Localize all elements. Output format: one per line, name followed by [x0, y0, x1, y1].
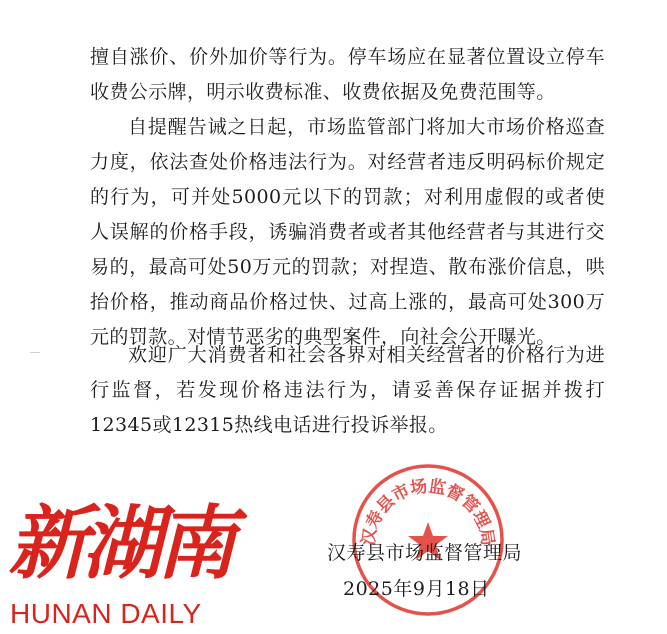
paragraph-2: 自提醒告诫之日起，市场监管部门将加大市场价格巡查力度，依法查处价格违法行为。对经营者违反明码标价规定的行为，可并处5000元以下的罚款；对利用虚假的或者使人误解的价格手段，诱骗消费者或者其他经营者与其进行交易的，最高可处50万元的罚款；对捏造、散布涨价信息，哄抬价格，推动商品价格过快、过高上涨的，最高可处300万元的罚款。对情节恶劣的典型案件，向社会公开曝光。	[90, 116, 605, 348]
issuer-name: 汉寿县市场监督管理局	[327, 542, 523, 564]
issue-date: 2025年9月18日	[343, 578, 490, 600]
seal-text: 汉寿县市场监督管理局	[358, 476, 498, 548]
paragraph-1: 擅自涨价、价外加价等行为。停车场应在显著位置设立停车收费公示牌，明示收费标准、收费依据及免费范围等。	[90, 46, 605, 103]
paragraph-3: 欢迎广大消费者和社会各界对相关经营者的价格行为进行监督，若发现价格违法行为，请妥善保存证据并拨打12345或12315热线电话进行投诉举报。	[90, 344, 605, 436]
watermark-logo	[0, 498, 230, 634]
scan-mark	[30, 352, 40, 353]
watermark-english: HUNAN DAILY	[10, 598, 202, 629]
watermark-chinese: 新湖南	[8, 497, 230, 590]
